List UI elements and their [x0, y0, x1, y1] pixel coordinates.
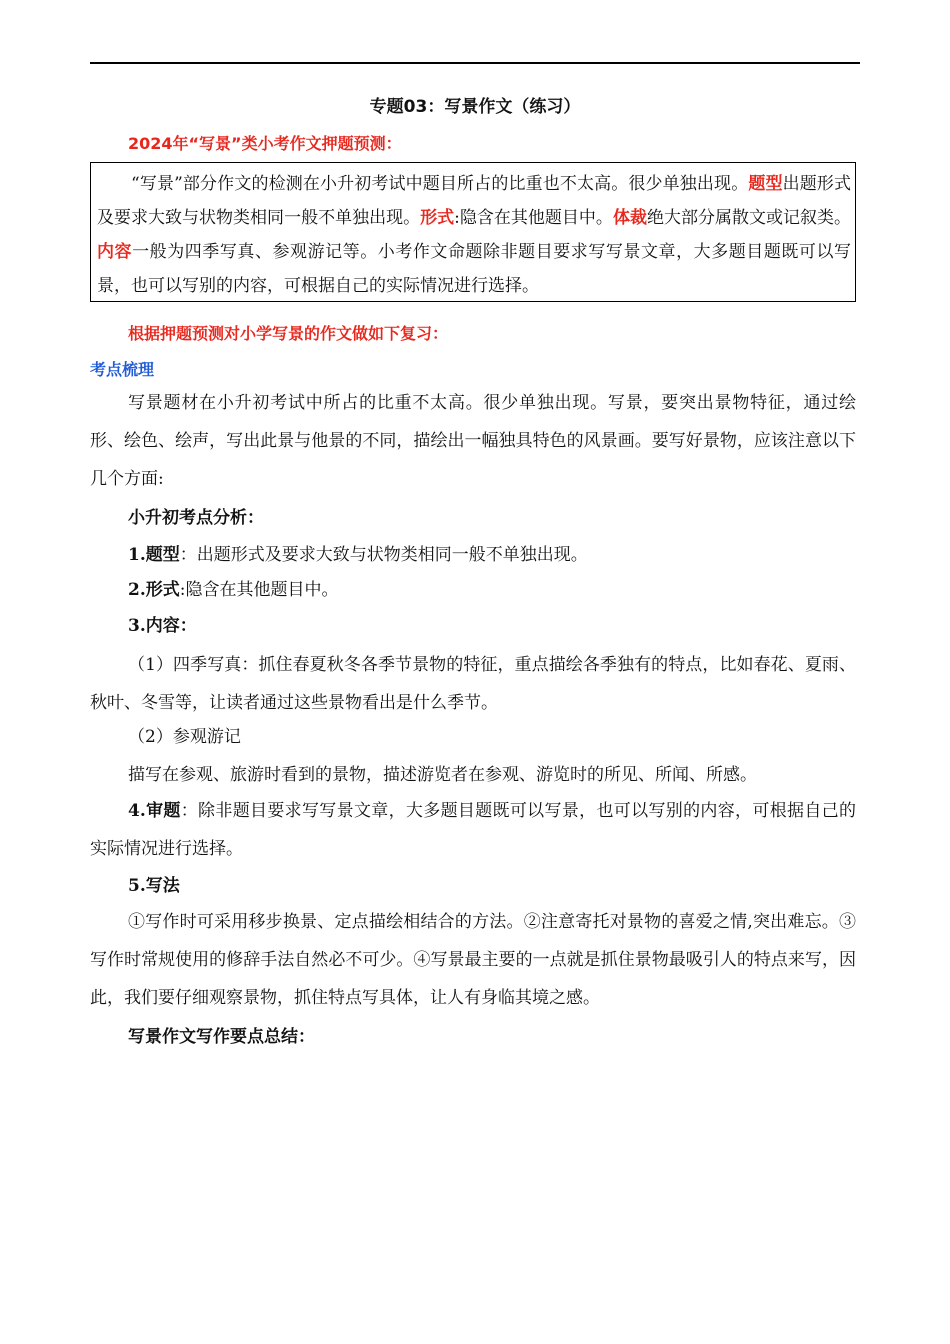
item-4: [90, 792, 856, 868]
section-intro: 写景题材在小升初考试中所占的比重不太高。很少单独出现。写景，要突出景物特征，通过绘形、绘色、绘声，写出此景与他景的不同，描绘出一幅独具特色的风景画。要写好景物，应该注意以下几个方面:: [90, 393, 856, 489]
summary-heading: 写景作文写作要点总结：: [128, 1027, 315, 1047]
top-rule: [90, 62, 860, 64]
item-2-label: 2.形式: [128, 580, 180, 600]
analysis-heading: 小升初考点分析：: [128, 508, 264, 528]
text-form: :隐含在其他题目中。: [454, 208, 613, 228]
label-genre: 体裁: [612, 208, 647, 228]
text-type: 出题形式及要求大致与状物类相同一般不单独出现。: [97, 174, 852, 228]
item-3-sub-1: （1）四季写真：抓住春夏秋冬各季节景物的特征，重点描绘各季独有的特点，比如春花、夏雨、秋叶、冬雪等，让读者通过这些景物看出是什么季节。: [90, 655, 856, 713]
item-4-label: 4.审题: [128, 801, 181, 821]
item-5-label: 5.写法: [128, 876, 180, 896]
item-5-text: ①写作时可采用移步换景、定点描绘相结合的方法。②注意寄托对景物的喜爱之情,突出难忘。③写作时常规使用的修辞手法自然必不可少。④写景最主要的一点就是抓住景物最吸引人的特点来写，因此，我们要仔细观察景物，抓住特点写具体，让人有身临其境之感。: [90, 912, 856, 1008]
item-1: [128, 543, 588, 567]
item-3-sub-2: （2）参观游记: [128, 727, 241, 747]
text-content: 一般为四季写真、参观游记等。小考作文命题除非题目要求写写景文章，大多题目题既可以写景，也可以写别的内容，可根据自己的实际情况进行选择。: [97, 242, 852, 296]
label-type: 题型: [748, 174, 783, 194]
forecast-box: [90, 162, 856, 302]
item-1-label: 1.题型: [128, 545, 180, 565]
forecast-intro: “写景”部分作文的检测在小升初考试中题目所占的比重也不太高。很少单独出现。: [131, 174, 749, 194]
page-title: 专题03：写景作文（练习）: [369, 97, 581, 117]
forecast-heading: 2024年“写景”类小考作文押题预测：: [128, 134, 402, 153]
item-3-sub-2-text: 描写在参观、旅游时看到的景物，描述游览者在参观、游览时的所见、所闻、所感。: [128, 765, 757, 785]
text-genre: 绝大部分属散文或记叙类。: [646, 208, 852, 228]
item-2: [128, 578, 338, 602]
forecast-paragraph: [97, 167, 851, 303]
review-heading: 根据押题预测对小学写景的作文做如下复习：: [128, 324, 449, 343]
item-3-label: 3.内容：: [128, 616, 197, 636]
item-2-text: :隐含在其他题目中。: [179, 580, 339, 600]
section-heading: 考点梳理: [90, 360, 155, 379]
item-4-text: ：除非题目要求写写景文章，大多题目题既可以写景，也可以写别的内容，可根据自己的实际情况进行选择。: [90, 801, 856, 859]
label-content: 内容: [97, 242, 133, 262]
item-1-text: ：出题形式及要求大致与状物类相同一般不单独出现。: [179, 545, 588, 565]
label-form: 形式: [420, 208, 455, 228]
